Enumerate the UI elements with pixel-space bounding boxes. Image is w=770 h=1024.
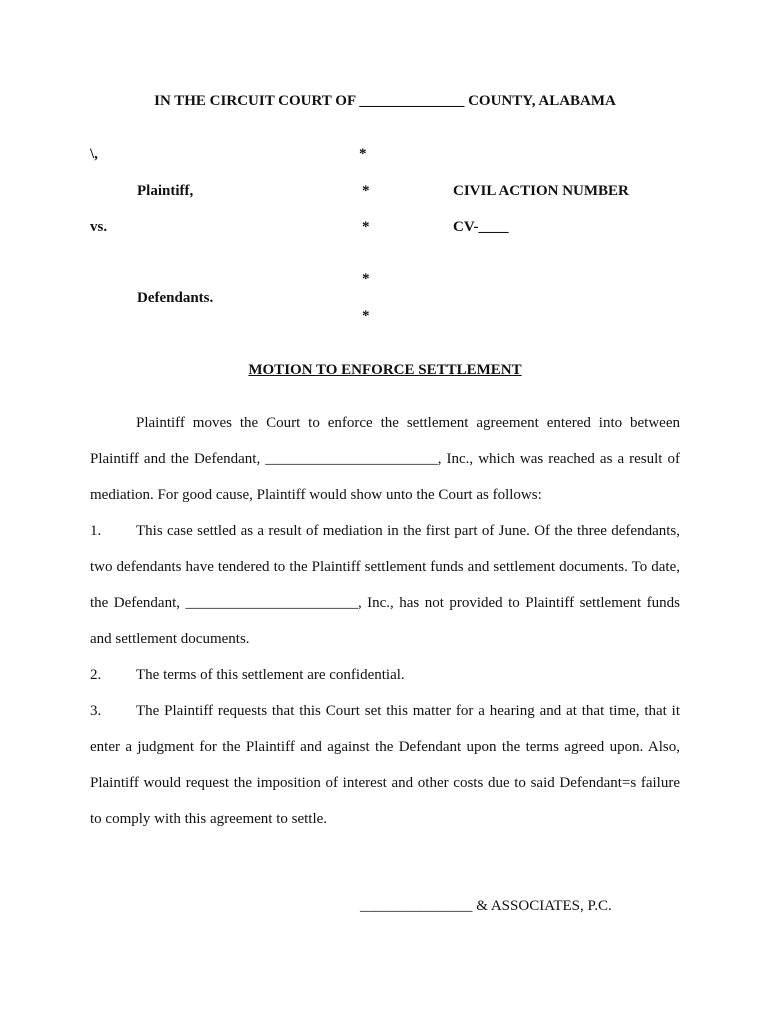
- paragraph-text: This case settled as a result of mediation in the first part of June. Of the three defendants, two defendants have tendered to the Plaintiff settlement funds and settlement documents. To date, the Defendant, _______________________, Inc., has not provided to Plaintiff settlement funds and settlement documents.: [90, 523, 680, 647]
- motion-body: [90, 405, 680, 837]
- caption-asterisk: *: [362, 219, 370, 235]
- numbered-paragraph: [90, 513, 680, 657]
- plaintiff-label: Plaintiff,: [137, 183, 194, 199]
- vs-label: vs.: [90, 219, 108, 235]
- paragraph-number: 1.: [90, 523, 102, 539]
- caption-asterisk: *: [362, 183, 370, 199]
- caption-asterisk: *: [362, 308, 370, 324]
- signature-firm-line: _______________ & ASSOCIATES, P.C.: [360, 898, 612, 914]
- case-number: CV-____: [453, 219, 509, 235]
- court-title: IN THE CIRCUIT COURT OF ______________ COUNTY, ALABAMA: [154, 93, 616, 109]
- numbered-paragraph: [90, 657, 680, 693]
- paragraph-number: 2.: [90, 667, 102, 683]
- paragraph-number: 3.: [90, 703, 102, 719]
- caption-asterisk: *: [362, 271, 370, 287]
- intro-paragraph: Plaintiff moves the Court to enforce the settlement agreement entered into between Plaintiff and the Defendant, _______________________, Inc., which was reached as a result of mediation. For good cause, Plaintiff would show unto the Court as follows:: [90, 415, 680, 503]
- paragraph-text: The Plaintiff requests that this Court set this matter for a hearing and at that time, that it enter a judgment for the Plaintiff and against the Defendant upon the terms agreed upon. Also, Plaintiff would request the imposition of interest and other costs due to said Defendant=s failure to comply with this agreement to settle.: [90, 703, 680, 827]
- defendants-label: Defendants.: [137, 290, 214, 306]
- numbered-paragraph: [90, 693, 680, 837]
- paragraph-text: The terms of this settlement are confidential.: [136, 667, 405, 683]
- civil-action-label: CIVIL ACTION NUMBER: [453, 183, 629, 199]
- motion-title: MOTION TO ENFORCE SETTLEMENT: [248, 362, 522, 378]
- party-name-line: \,: [90, 146, 98, 162]
- caption-asterisk: *: [359, 146, 367, 162]
